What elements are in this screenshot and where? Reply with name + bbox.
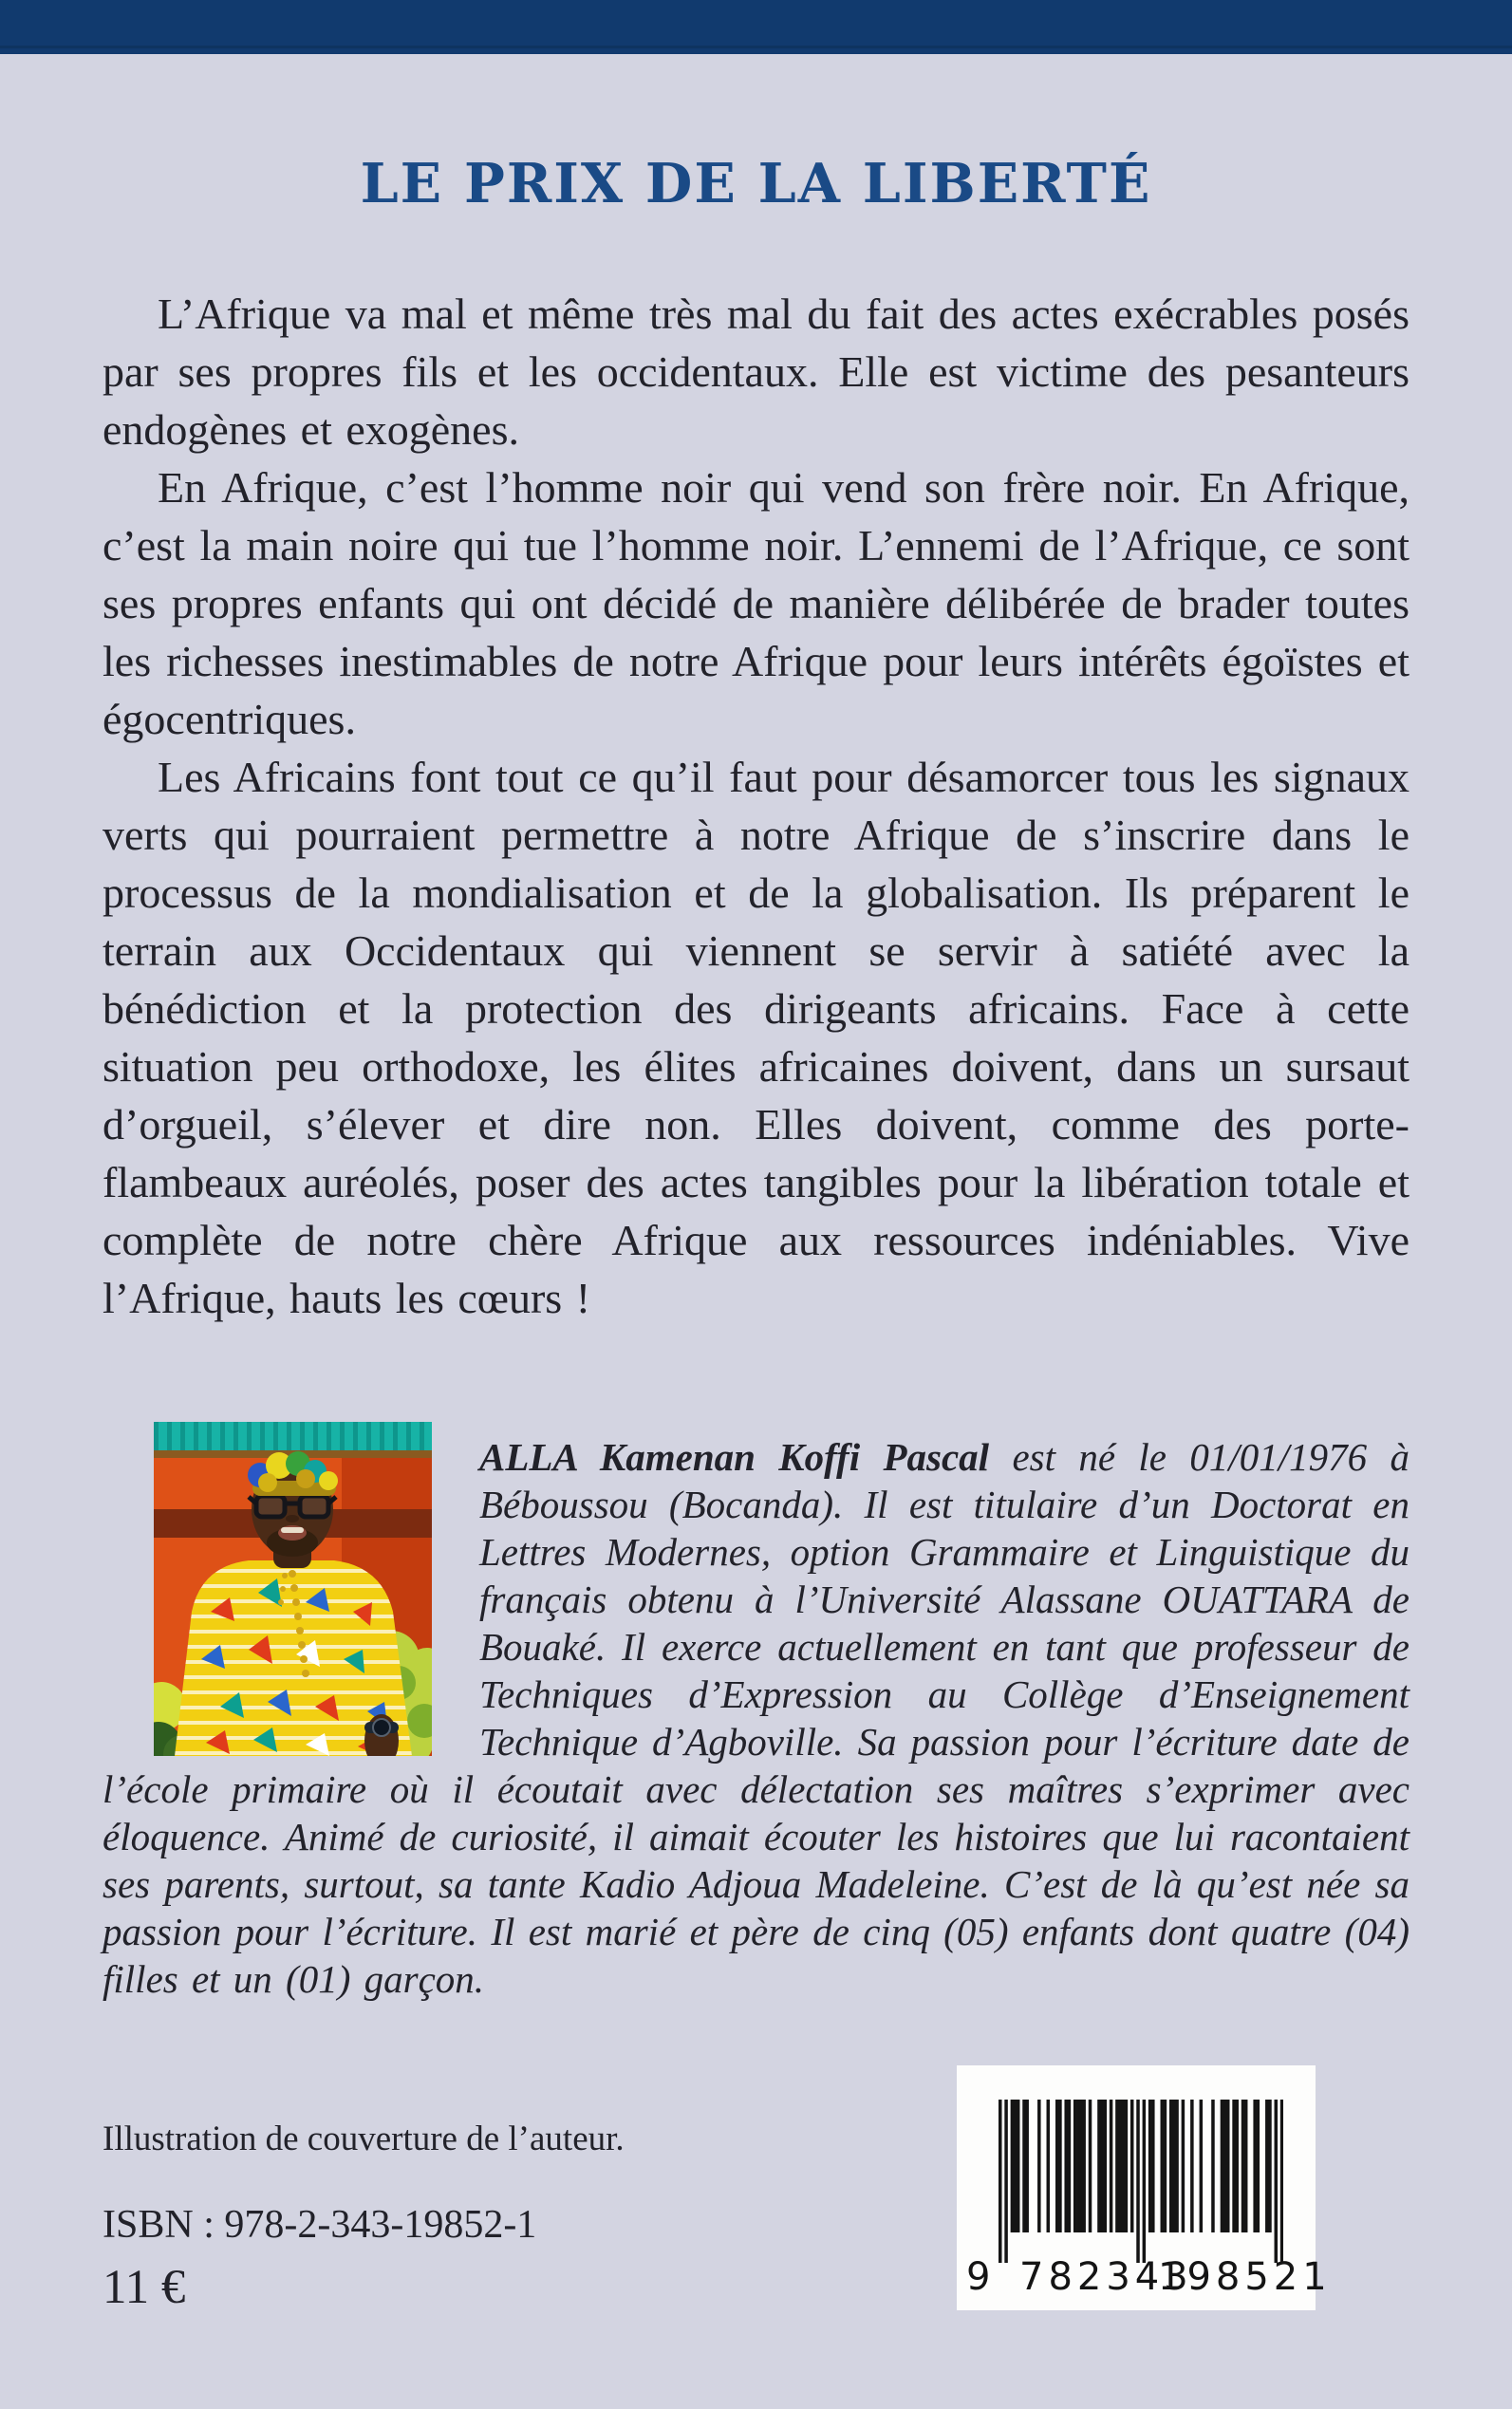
synopsis — [103, 285, 1409, 1327]
cover-illustration-credit: Illustration de couverture de l’auteur. — [103, 2120, 625, 2158]
price-text: 11 € — [103, 2261, 186, 2314]
author-bio-section — [103, 1422, 1409, 2003]
author-photo — [154, 1422, 432, 1756]
barcode — [957, 2065, 1332, 2310]
barcode-bars — [999, 2100, 1283, 2266]
synopsis-paragraph-1: L’Afrique va mal et même très mal du fait des actes exécrables posés par ses propres fils et les occidentaux. Elle est victime des pesanteurs endogènes et exogènes. — [103, 289, 1409, 454]
barcode-digit-first: 9 — [966, 2255, 991, 2299]
isbn-text: ISBN : 978-2-343-19852-1 — [103, 2203, 537, 2247]
author-name: ALLA Kamenan Koffi Pascal — [479, 1435, 990, 1479]
synopsis-paragraph-2: En Afrique, c’est l’homme noir qui vend son frère noir. En Afrique, c’est la main noire qui tue l’homme noir. L’ennemi de l’Afrique, ce sont ses propres enfants qui ont décidé de manière délibérée de brader toutes les richesses inestimables de notre Afrique pour leurs intérêts égoïstes et égocentriques. — [103, 463, 1409, 743]
book-title: LE PRIX DE LA LIBERTÉ — [360, 152, 1152, 215]
top-band — [0, 0, 1512, 54]
author-bio-body: est né le 01/01/1976 à Béboussou (Bocanda). Il est titulaire d’un Doctorat en Lettres Modernes, option Grammaire et Linguistique du français obtenu à l’Université Alassane OUATTARA de Bouaké. Il exerce actuellement en tant que professeur de Techniques d’Expression au Collège d’Enseignement Technique d’Agboville. Sa passion pour l’écriture date de l’école primaire où il écoutait avec délectation ses maîtres s’exprimer avec éloquence. Animé de curiosité, il aimait écouter les histoires que lui racontaient ses parents, surtout, sa tante Kadio Adjoua Madeleine. C’est de là qu’est née sa passion pour l’écriture. Il est marié et père de cinq (05) enfants dont quatre (04) filles et un (01) garçon. — [103, 1435, 1410, 2001]
barcode-digits-left: 782343 — [1019, 2255, 1193, 2299]
synopsis-paragraph-3: Les Africains font tout ce qu’il faut pour désamorcer tous les signaux verts qui pourraient permettre à notre Afrique de s’inscrire dans le processus de la mondialisation et de la globalisation. Ils préparent le terrain aux Occidentaux qui viennent se servir à satiété avec la bénédiction et la protection des dirigeants africains. Face à cette situation peu orthodoxe, les élites africaines doivent, dans un sursaut d’orgueil, s’élever et dire non. Elles doivent, comme des porte-flambeaux auréolés, poser des actes tangibles pour la libération totale et complète de notre chère Afrique aux ressources indéniables. Vive l’Afrique, hauts les cœurs ! — [103, 753, 1409, 1322]
barcode-digits-right: 198521 — [1158, 2255, 1332, 2299]
band-divider-line — [0, 46, 1512, 48]
